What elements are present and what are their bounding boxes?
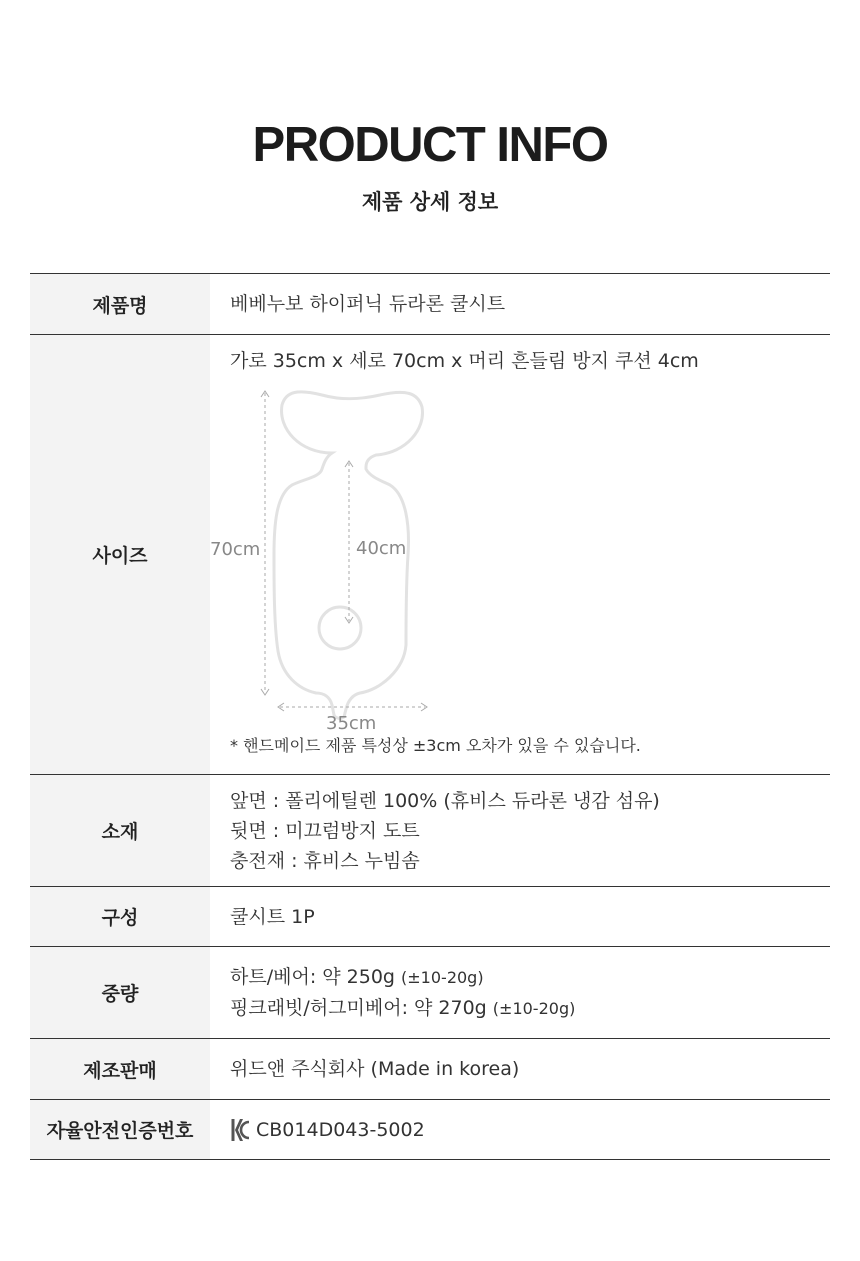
label-size: 사이즈 [30,335,210,775]
label-name: 제품명 [30,274,210,335]
label-material: 소재 [30,775,210,887]
material-back: 뒷면 : 미끄럼방지 도트 [230,819,420,842]
value-material [210,775,830,887]
height-label: 70cm [210,539,261,560]
label-composition: 구성 [30,887,210,947]
spec-table [30,273,830,1160]
table-row-size [30,335,830,775]
width-label: 35cm [326,713,377,734]
value-size [210,335,830,775]
value-composition: 쿨시트 1P [210,887,830,947]
value-weight [210,947,830,1039]
table-row-maker [30,1039,830,1100]
label-certification: 자율안전인증번호 [30,1100,210,1160]
kc-mark-icon [230,1117,250,1143]
weight-tolerance-2: (±10-20g) [492,998,576,1018]
weight-main-2: 핑크래빗/허그미베어: 약 270g [230,996,487,1019]
certification-number: CB014D043-5002 [256,1118,425,1141]
table-row-name [30,274,830,335]
size-tolerance-note: * 핸드메이드 제품 특성상 ±3cm 오차가 있을 수 있습니다. [230,736,641,755]
weight-line-1 [230,962,830,993]
value-certification [210,1100,830,1160]
weight-line-2 [230,993,830,1024]
label-maker: 제조판매 [30,1039,210,1100]
material-front: 앞면 : 폴리에틸렌 100% (휴비스 듀라론 냉감 섬유) [230,789,660,812]
page-subtitle: 제품 상세 정보 [361,190,499,214]
weight-main-1: 하트/베어: 약 250g [230,965,395,988]
label-weight: 중량 [30,947,210,1039]
value-name: 베베누보 하이퍼닉 듀라론 쿨시트 [230,293,506,315]
table-row-certification [30,1100,830,1160]
page-title: PRODUCT INFO [252,118,608,172]
weight-tolerance-1: (±10-20g) [401,967,484,987]
inner-length-label: 40cm [356,538,407,559]
material-filling: 충전재 : 휴비스 누빔솜 [230,849,420,872]
cool-seat-size-diagram [210,385,830,735]
table-row-material [30,775,830,887]
value-maker: 위드앤 주식회사 (Made in korea) [210,1039,830,1100]
table-row-weight [30,947,830,1039]
size-dimensions: 가로 35cm x 세로 70cm x 머리 흔들림 방지 쿠션 4cm [230,350,699,372]
seat-hip-cutout [319,607,361,649]
table-row-composition [30,887,830,947]
